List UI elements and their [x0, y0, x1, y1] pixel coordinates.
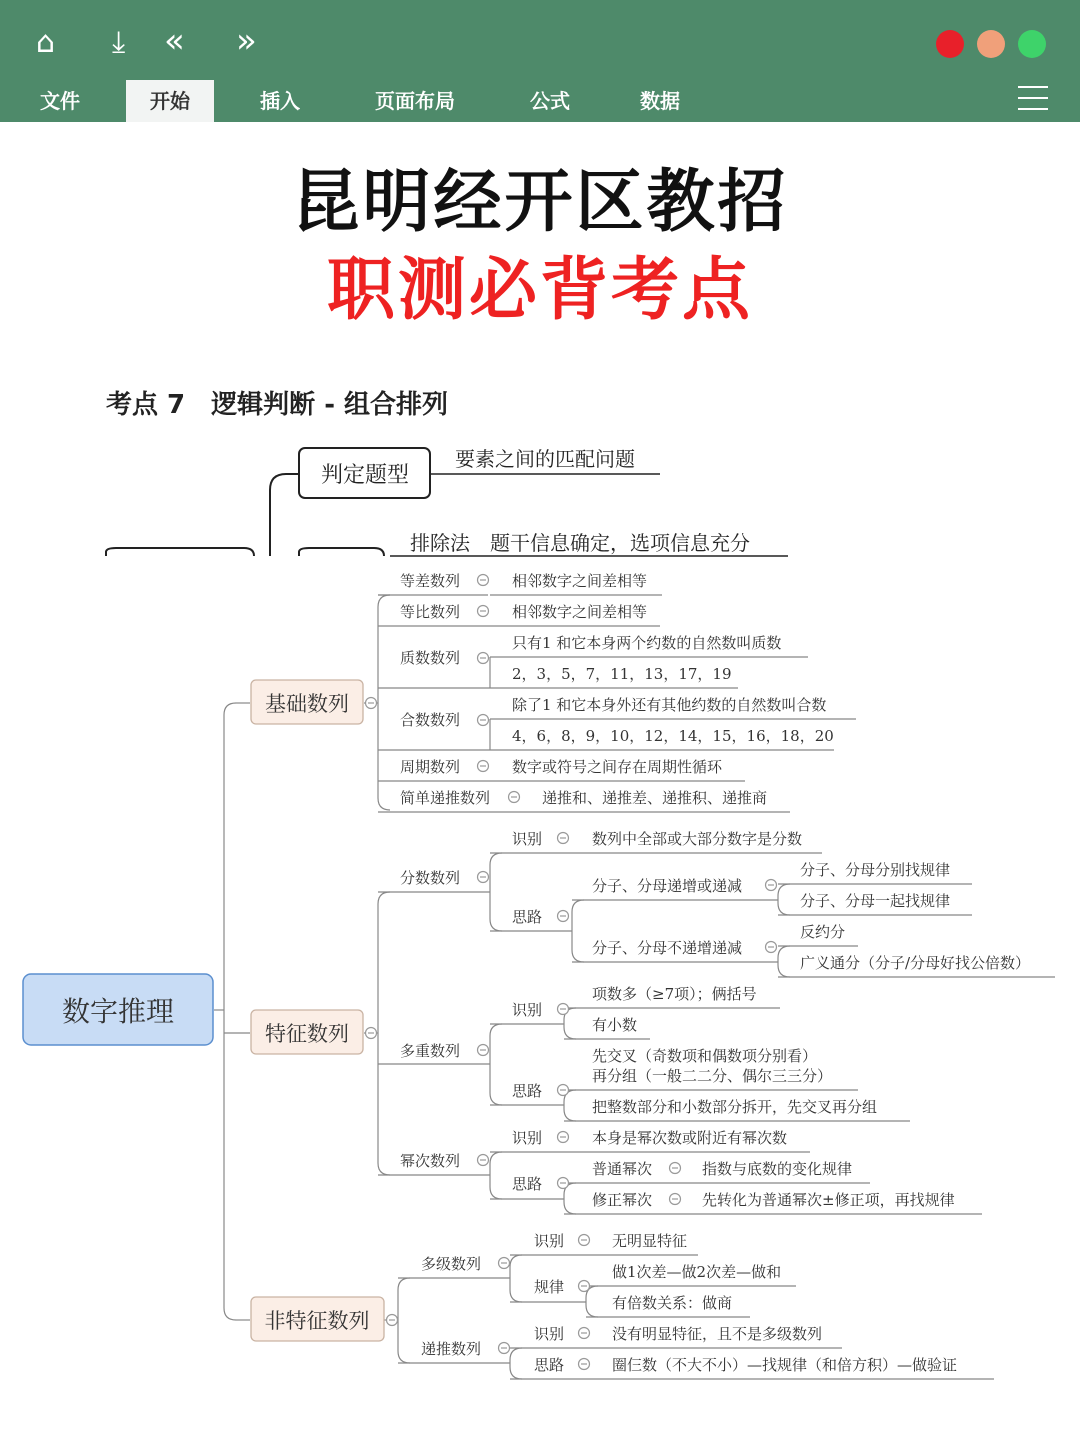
tab-formulas[interactable]: 公式: [530, 89, 570, 113]
download-icon[interactable]: ⤓: [112, 25, 126, 60]
prime-seq-desc: 只有1 和它本身两个约数的自然数叫质数: [512, 634, 782, 652]
fraction-seq-label: 分数数列: [400, 869, 461, 887]
fraction-identify-label: 识别: [512, 830, 543, 848]
nonfeature-sequence-node[interactable]: 非特征数列: [264, 1309, 370, 1333]
multiple-identify-item: 项数多（≥7项）；俩括号: [592, 985, 757, 1003]
back-icon[interactable]: «: [164, 21, 185, 61]
power-identify-desc: 本身是幂次数或附近有幂次数: [592, 1129, 788, 1147]
section-number: 考点 7: [106, 390, 186, 420]
recursive-simple-label: 简单递推数列: [400, 789, 491, 807]
fraction-identify-desc: 数列中全部或大部分数字是分数: [592, 830, 803, 848]
power-approach-label: 思路: [512, 1175, 543, 1193]
exclusion-method-desc: 排除法 题干信息确定，选项信息充分: [410, 531, 750, 555]
power-seq-label: 幂次数列: [400, 1152, 461, 1170]
power-normal-label: 普通幂次: [592, 1160, 653, 1178]
tab-file[interactable]: 文件: [40, 89, 80, 113]
recursive-identify-label: 识别: [534, 1325, 565, 1343]
page-subtitle: 职测必背考点: [326, 250, 753, 330]
geo-seq-desc: 相邻数字之间差相等: [512, 603, 648, 621]
composite-seq-label: 合数数列: [400, 711, 461, 729]
fraction-monotonic-item: 分子、分母一起找规律: [800, 892, 951, 910]
multilevel-rule-label: 规律: [534, 1278, 565, 1296]
composite-seq-values: 4，6，8，9，10，12，14，15，16，18，20: [512, 727, 834, 745]
power-identify-label: 识别: [512, 1129, 543, 1147]
recursive-simple-desc: 递推和、递推差、递推积、递推商: [542, 789, 768, 807]
multiple-identify-label: 识别: [512, 1001, 543, 1019]
periodic-seq-label: 周期数列: [400, 758, 461, 776]
recursive-identify-desc: 没有明显特征，且不是多级数列: [612, 1325, 823, 1343]
fraction-nonmonotonic-item: 广义通分（分子/分母好找公倍数）: [800, 954, 1031, 972]
multiple-approach-line1: 先交叉（奇数项和偶数项分别看）: [592, 1047, 818, 1065]
multilevel-identify-desc: 无明显特征: [612, 1232, 688, 1250]
fraction-nonmonotonic-item: 反约分: [800, 923, 846, 941]
judge-type-desc: 要素之间的匹配问题: [455, 447, 635, 471]
arith-seq-desc: 相邻数字之间差相等: [512, 572, 648, 590]
power-corrected-label: 修正幂次: [592, 1191, 653, 1209]
arith-seq-label: 等差数列: [400, 572, 461, 590]
prime-seq-label: 质数数列: [400, 649, 461, 667]
judge-type-node[interactable]: 判定题型: [320, 463, 410, 488]
multiple-approach-label: 思路: [512, 1082, 543, 1100]
prime-seq-values: 2，3，5，7，11，13，17，19: [512, 665, 732, 683]
multilevel-rule-item: 有倍数关系：做商: [612, 1294, 733, 1312]
forward-icon[interactable]: »: [236, 21, 257, 61]
recursive-approach-label: 思路: [534, 1356, 565, 1374]
tab-home[interactable]: 开始: [126, 80, 214, 122]
geo-seq-label: 等比数列: [400, 603, 461, 621]
recursive-approach-desc: 圈仨数（不大不小）—找规律（和倍方积）—做验证: [612, 1356, 958, 1374]
fraction-approach-label: 思路: [512, 908, 543, 926]
page-title: 昆明经开区教招: [291, 162, 789, 242]
root-node-label[interactable]: 数字推理: [61, 995, 175, 1028]
feature-sequence-node[interactable]: 特征数列: [265, 1022, 349, 1046]
power-normal-desc: 指数与底数的变化规律: [702, 1160, 853, 1178]
multilevel-rule-item: 做1次差—做2次差—做和: [612, 1263, 782, 1281]
composite-seq-desc: 除了1 和它本身外还有其他约数的自然数叫合数: [512, 696, 827, 714]
fraction-nonmonotonic: 分子、分母不递增递减: [592, 939, 743, 957]
home-icon[interactable]: ⌂: [36, 25, 56, 60]
multilevel-identify-label: 识别: [534, 1232, 565, 1250]
multiple-seq-label: 多重数列: [400, 1042, 461, 1060]
multiple-identify-item: 有小数: [592, 1016, 638, 1034]
fraction-monotonic: 分子、分母递增或递减: [592, 877, 743, 895]
multiple-approach-line2: 再分组（一般二二分、偶尔三三分）: [592, 1067, 833, 1085]
periodic-seq-desc: 数字或符号之间存在周期性循环: [512, 758, 723, 776]
recursive-seq-label: 递推数列: [421, 1340, 482, 1358]
multilevel-seq-label: 多级数列: [421, 1255, 482, 1273]
tab-page-layout[interactable]: 页面布局: [375, 89, 455, 113]
section-title: 逻辑判断 - 组合排列: [211, 390, 449, 420]
power-corrected-desc: 先转化为普通幂次±修正项，再找规律: [702, 1191, 955, 1209]
tab-insert[interactable]: 插入: [260, 89, 300, 113]
tab-data[interactable]: 数据: [640, 89, 680, 113]
multiple-approach-item: 把整数部分和小数部分拆开，先交叉再分组: [592, 1098, 878, 1116]
fraction-monotonic-item: 分子、分母分别找规律: [800, 861, 951, 879]
collapse-markers: [366, 575, 777, 1370]
basic-sequence-node[interactable]: 基础数列: [265, 692, 349, 716]
